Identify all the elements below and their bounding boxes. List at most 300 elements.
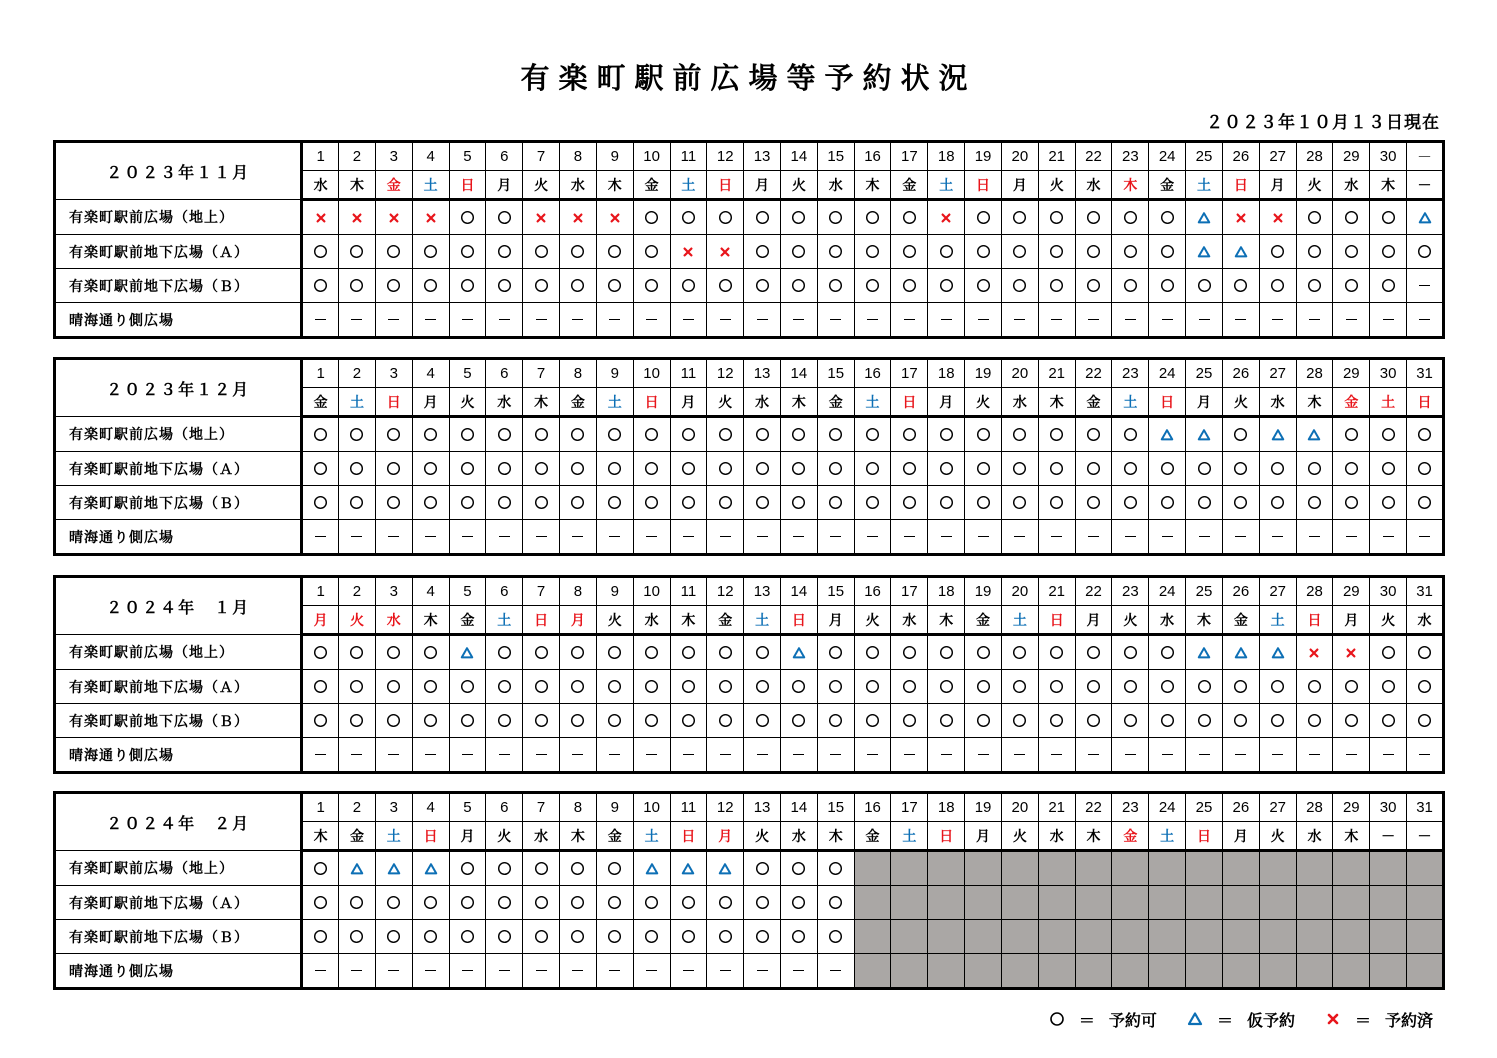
- status-cell: [412, 920, 449, 954]
- status-dash: [891, 303, 928, 338]
- weekday: 水: [375, 606, 412, 635]
- day-number: 16: [854, 359, 891, 388]
- circle-icon: [450, 427, 486, 442]
- status-cell: [1259, 704, 1296, 738]
- circle-icon: [671, 427, 707, 442]
- circle-icon: [560, 929, 596, 944]
- cross-icon: [560, 212, 596, 224]
- cross-icon: [413, 212, 449, 224]
- status-dash: [1222, 303, 1259, 338]
- unavailable-cell: [1259, 851, 1296, 886]
- weekday: 火: [523, 171, 560, 200]
- status-cell: [1038, 417, 1075, 452]
- triangle-icon: [1407, 211, 1442, 225]
- day-number: 22: [1075, 793, 1112, 822]
- unavailable-cell: [1370, 851, 1407, 886]
- weekday: 木: [780, 388, 817, 417]
- circle-icon: [891, 244, 927, 259]
- weekday: 金: [1222, 606, 1259, 635]
- status-cell: [375, 269, 412, 303]
- dash-icon: [609, 754, 620, 755]
- circle-icon: [560, 895, 596, 910]
- legend-label: 予約可: [1108, 1010, 1157, 1030]
- status-cell: [339, 269, 376, 303]
- unavailable-cell: [1370, 920, 1407, 954]
- unavailable-cell: [1296, 954, 1333, 989]
- dash-icon: [572, 754, 583, 755]
- day-number: 8: [560, 577, 597, 606]
- circle-icon: [486, 645, 522, 660]
- status-cell: [1407, 417, 1444, 452]
- circle-icon: [1297, 278, 1333, 293]
- status-cell: [560, 670, 597, 704]
- legend-label: 仮予約: [1246, 1010, 1295, 1030]
- weekday: 水: [891, 606, 928, 635]
- unavailable-cell: [1075, 920, 1112, 954]
- circle-icon: [1076, 278, 1112, 293]
- circle-icon: [1260, 244, 1296, 259]
- status-cell: [1186, 269, 1223, 303]
- circle-icon: [818, 210, 854, 225]
- day-number: 2: [339, 793, 376, 822]
- circle-icon: [744, 461, 780, 476]
- day-number: 1: [302, 359, 339, 388]
- facility-row: [55, 520, 1444, 555]
- circle-icon: [634, 895, 670, 910]
- status-cell: [486, 886, 523, 920]
- weekday: 日: [1407, 388, 1444, 417]
- unavailable-cell: [1001, 954, 1038, 989]
- dash-icon: [757, 970, 768, 971]
- day-number: 29: [1333, 793, 1370, 822]
- dash-icon: [646, 319, 657, 320]
- circle-icon: [781, 278, 817, 293]
- triangle-icon: [450, 646, 486, 660]
- circle-icon: [303, 427, 338, 442]
- dash-icon: [351, 754, 362, 755]
- status-cell: [1001, 704, 1038, 738]
- day-number: 31: [1407, 577, 1444, 606]
- status-dash: [744, 303, 781, 338]
- status-cell: [744, 235, 781, 269]
- status-dash: [707, 520, 744, 555]
- unavailable-cell: [1333, 886, 1370, 920]
- circle-icon: [744, 645, 780, 660]
- day-number: 21: [1038, 793, 1075, 822]
- circle-icon: [1112, 210, 1148, 225]
- circle-icon: [818, 679, 854, 694]
- circle-icon: [1002, 210, 1038, 225]
- cross-icon: [1297, 647, 1333, 659]
- status-dash: [1296, 520, 1333, 555]
- status-cell: [449, 886, 486, 920]
- circle-icon: [781, 713, 817, 728]
- facility-label: 有楽町駅前地下広場（Ａ）: [55, 452, 302, 486]
- circle-icon: [1112, 495, 1148, 510]
- circle-icon: [965, 278, 1001, 293]
- legend: [1019, 1008, 1433, 1030]
- dash-icon: [462, 536, 473, 537]
- dash-icon: [978, 319, 989, 320]
- status-cell: [596, 920, 633, 954]
- status-cell: [523, 417, 560, 452]
- status-cell: [817, 851, 854, 886]
- status-cell: [1259, 452, 1296, 486]
- status-cell: [1296, 452, 1333, 486]
- day-number: 4: [412, 577, 449, 606]
- day-number: 28: [1296, 793, 1333, 822]
- status-cell: [1333, 486, 1370, 520]
- status-dash: [1407, 520, 1444, 555]
- status-cell: [1222, 269, 1259, 303]
- status-cell: [780, 269, 817, 303]
- circle-icon: [523, 679, 559, 694]
- status-cell: [596, 670, 633, 704]
- status-cell: [1296, 635, 1333, 670]
- weekday: 月: [744, 171, 781, 200]
- status-cell: [1075, 235, 1112, 269]
- day-number: 24: [1149, 359, 1186, 388]
- circle-icon: [744, 929, 780, 944]
- circle-icon: [1370, 244, 1406, 259]
- status-dash: [375, 738, 412, 773]
- status-dash: [670, 738, 707, 773]
- status-cell: [560, 920, 597, 954]
- unavailable-cell: [1001, 886, 1038, 920]
- day-number: 27: [1259, 577, 1296, 606]
- circle-icon: [818, 713, 854, 728]
- status-cell: [560, 486, 597, 520]
- status-cell: [560, 851, 597, 886]
- circle-icon: [781, 861, 817, 876]
- unavailable-cell: [1333, 920, 1370, 954]
- weekday: 日: [891, 388, 928, 417]
- dash-icon: [683, 754, 694, 755]
- circle-icon: [523, 713, 559, 728]
- status-cell: [302, 452, 339, 486]
- status-cell: [523, 486, 560, 520]
- circle-icon: [891, 461, 927, 476]
- circle-icon: [891, 645, 927, 660]
- weekday: 月: [1075, 606, 1112, 635]
- weekday: 日: [1038, 606, 1075, 635]
- status-cell: [596, 704, 633, 738]
- weekday: 金: [1149, 171, 1186, 200]
- status-cell: [449, 235, 486, 269]
- status-cell: [375, 851, 412, 886]
- status-cell: [375, 886, 412, 920]
- status-cell: [780, 920, 817, 954]
- unavailable-cell: [1259, 920, 1296, 954]
- day-number: 12: [707, 142, 744, 171]
- circle-icon: [965, 645, 1001, 660]
- status-cell: [744, 486, 781, 520]
- status-cell: [1112, 200, 1149, 235]
- circle-icon: [413, 645, 449, 660]
- legend-provisional: [1187, 1008, 1295, 1031]
- status-cell: [891, 200, 928, 235]
- unavailable-cell: [928, 954, 965, 989]
- triangle-icon: [707, 862, 743, 876]
- status-cell: [1075, 486, 1112, 520]
- circle-icon: [744, 895, 780, 910]
- status-cell: [523, 920, 560, 954]
- status-cell: [817, 920, 854, 954]
- circle-icon: [1076, 461, 1112, 476]
- status-dash: [302, 520, 339, 555]
- circle-icon: [1112, 278, 1148, 293]
- unavailable-cell: [1186, 954, 1223, 989]
- circle-icon: [1112, 645, 1148, 660]
- status-cell: [596, 886, 633, 920]
- circle-icon: [486, 929, 522, 944]
- unavailable-cell: [1407, 920, 1444, 954]
- legend-available: [1049, 1008, 1157, 1031]
- weekday: 金: [596, 822, 633, 851]
- status-cell: [302, 635, 339, 670]
- cross-icon: [1223, 212, 1259, 224]
- weekday: 火: [1112, 606, 1149, 635]
- status-cell: [1370, 486, 1407, 520]
- status-cell: [339, 200, 376, 235]
- status-cell: [1001, 200, 1038, 235]
- cross-icon: [597, 212, 633, 224]
- circle-icon: [597, 278, 633, 293]
- triangle-icon: [1149, 428, 1185, 442]
- dash-icon: [536, 754, 547, 755]
- status-cell: [1259, 670, 1296, 704]
- weekday: 水: [1001, 388, 1038, 417]
- unavailable-cell: [854, 886, 891, 920]
- circle-icon: [1223, 713, 1259, 728]
- circle-icon: [707, 713, 743, 728]
- circle-icon: [1370, 210, 1406, 225]
- status-cell: [1149, 704, 1186, 738]
- weekday: 水: [1259, 388, 1296, 417]
- circle-icon: [1333, 244, 1369, 259]
- status-dash: [1222, 520, 1259, 555]
- circle-icon: [1407, 461, 1442, 476]
- status-dash: [1112, 520, 1149, 555]
- circle-icon: [671, 210, 707, 225]
- circle-icon: [597, 461, 633, 476]
- circle-icon: [523, 244, 559, 259]
- weekday: 金: [965, 606, 1002, 635]
- status-cell: [523, 269, 560, 303]
- status-cell: [1222, 704, 1259, 738]
- status-dash: [302, 303, 339, 338]
- day-number: 11: [670, 142, 707, 171]
- unavailable-cell: [1038, 954, 1075, 989]
- dash-icon: [1088, 754, 1099, 755]
- circle-icon: [1076, 427, 1112, 442]
- status-dash: [744, 954, 781, 989]
- status-cell: [1112, 452, 1149, 486]
- day-number: 4: [412, 359, 449, 388]
- status-cell: [523, 851, 560, 886]
- status-cell: [1296, 235, 1333, 269]
- circle-icon: [1039, 495, 1075, 510]
- status-cell: [670, 920, 707, 954]
- weekday: 土: [1149, 822, 1186, 851]
- day-number: 1: [302, 577, 339, 606]
- circle-icon: [450, 244, 486, 259]
- dash-icon: [1088, 536, 1099, 537]
- weekday: 金: [560, 388, 597, 417]
- weekday: 火: [1038, 171, 1075, 200]
- circle-icon: [486, 895, 522, 910]
- weekday: 月: [449, 822, 486, 851]
- status-dash: [1333, 520, 1370, 555]
- day-number: 29: [1333, 359, 1370, 388]
- status-cell: [1038, 452, 1075, 486]
- status-cell: [854, 235, 891, 269]
- dash-icon: [978, 754, 989, 755]
- weekday: 土: [412, 171, 449, 200]
- status-cell: [817, 704, 854, 738]
- circle-icon: [1223, 278, 1259, 293]
- status-dash: [928, 738, 965, 773]
- day-number: 25: [1186, 577, 1223, 606]
- status-cell: [670, 486, 707, 520]
- circle-icon: [1333, 679, 1369, 694]
- circle-icon: [523, 861, 559, 876]
- weekday: 日: [780, 606, 817, 635]
- unavailable-cell: [1186, 920, 1223, 954]
- status-cell: [1370, 635, 1407, 670]
- triangle-icon: [1260, 428, 1296, 442]
- status-dash: [1186, 303, 1223, 338]
- status-dash: [707, 954, 744, 989]
- dash-icon: [462, 754, 473, 755]
- status-cell: [1001, 417, 1038, 452]
- weekday: 火: [780, 171, 817, 200]
- dash-icon: [904, 536, 915, 537]
- triangle-icon: [1260, 646, 1296, 660]
- circle-icon: [413, 929, 449, 944]
- status-cell: [449, 670, 486, 704]
- status-cell: [928, 200, 965, 235]
- weekday: 月: [670, 388, 707, 417]
- status-cell: [449, 635, 486, 670]
- unavailable-cell: [891, 954, 928, 989]
- as-of-date: ２０２３年１０月１３日現在: [1206, 113, 1440, 133]
- circle-icon: [339, 929, 375, 944]
- day-number: 4: [412, 142, 449, 171]
- circle-icon: [855, 495, 891, 510]
- dash-icon: [536, 319, 547, 320]
- circle-icon: [634, 679, 670, 694]
- unavailable-cell: [1407, 851, 1444, 886]
- dash-icon: [1235, 536, 1246, 537]
- status-cell: [1370, 235, 1407, 269]
- circle-icon: [1370, 679, 1406, 694]
- status-cell: [412, 851, 449, 886]
- status-cell: [560, 269, 597, 303]
- dash-icon: [978, 536, 989, 537]
- day-number: 30: [1370, 577, 1407, 606]
- circle-icon: [891, 713, 927, 728]
- dash-icon: [1419, 536, 1430, 537]
- facility-row: [55, 486, 1444, 520]
- circle-icon: [818, 495, 854, 510]
- status-dash: [523, 738, 560, 773]
- circle-icon: [303, 713, 338, 728]
- status-cell: [928, 486, 965, 520]
- circle-icon: [339, 645, 375, 660]
- day-number: 3: [375, 359, 412, 388]
- status-dash: [817, 303, 854, 338]
- circle-icon: [1370, 461, 1406, 476]
- day-number: 23: [1112, 793, 1149, 822]
- dash-icon: [683, 970, 694, 971]
- day-number: 29: [1333, 142, 1370, 171]
- weekday: 水: [633, 606, 670, 635]
- legend-equals: ＝: [1078, 1010, 1095, 1030]
- weekday: 金: [1112, 822, 1149, 851]
- unavailable-cell: [1259, 954, 1296, 989]
- status-cell: [449, 417, 486, 452]
- circle-icon: [450, 713, 486, 728]
- unavailable-cell: [1038, 920, 1075, 954]
- day-number: 18: [928, 577, 965, 606]
- status-cell: [780, 886, 817, 920]
- status-cell: [965, 200, 1002, 235]
- circle-icon: [1333, 427, 1369, 442]
- status-dash: [780, 738, 817, 773]
- day-number: 2: [339, 577, 376, 606]
- status-cell: [596, 269, 633, 303]
- status-cell: [1370, 670, 1407, 704]
- status-dash: [1075, 520, 1112, 555]
- day-number: 4: [412, 793, 449, 822]
- status-cell: [596, 635, 633, 670]
- status-cell: [486, 235, 523, 269]
- circle-icon: [1333, 278, 1369, 293]
- day-number: 16: [854, 793, 891, 822]
- dash-icon: [1162, 536, 1173, 537]
- status-cell: [1222, 486, 1259, 520]
- status-dash: [449, 738, 486, 773]
- status-cell: [1186, 452, 1223, 486]
- status-dash: [1038, 303, 1075, 338]
- unavailable-cell: [1038, 851, 1075, 886]
- day-number: 30: [1370, 359, 1407, 388]
- status-cell: [302, 851, 339, 886]
- weekday: 木: [1186, 606, 1223, 635]
- dash-icon: [572, 319, 583, 320]
- unavailable-cell: [1075, 954, 1112, 989]
- weekday: 水: [1038, 822, 1075, 851]
- status-dash: [1333, 303, 1370, 338]
- dash-icon: [315, 754, 326, 755]
- dash-icon: [1051, 754, 1062, 755]
- status-cell: [339, 235, 376, 269]
- circle-icon: [1333, 461, 1369, 476]
- circle-icon: [1297, 495, 1333, 510]
- day-number: 14: [780, 577, 817, 606]
- status-cell: [633, 920, 670, 954]
- circle-icon: [450, 861, 486, 876]
- status-cell: [744, 452, 781, 486]
- circle-icon: [376, 679, 412, 694]
- day-number: 16: [854, 577, 891, 606]
- unavailable-cell: [1149, 954, 1186, 989]
- status-cell: [1112, 670, 1149, 704]
- day-number: 5: [449, 577, 486, 606]
- day-number: 10: [633, 577, 670, 606]
- unavailable-cell: [1186, 886, 1223, 920]
